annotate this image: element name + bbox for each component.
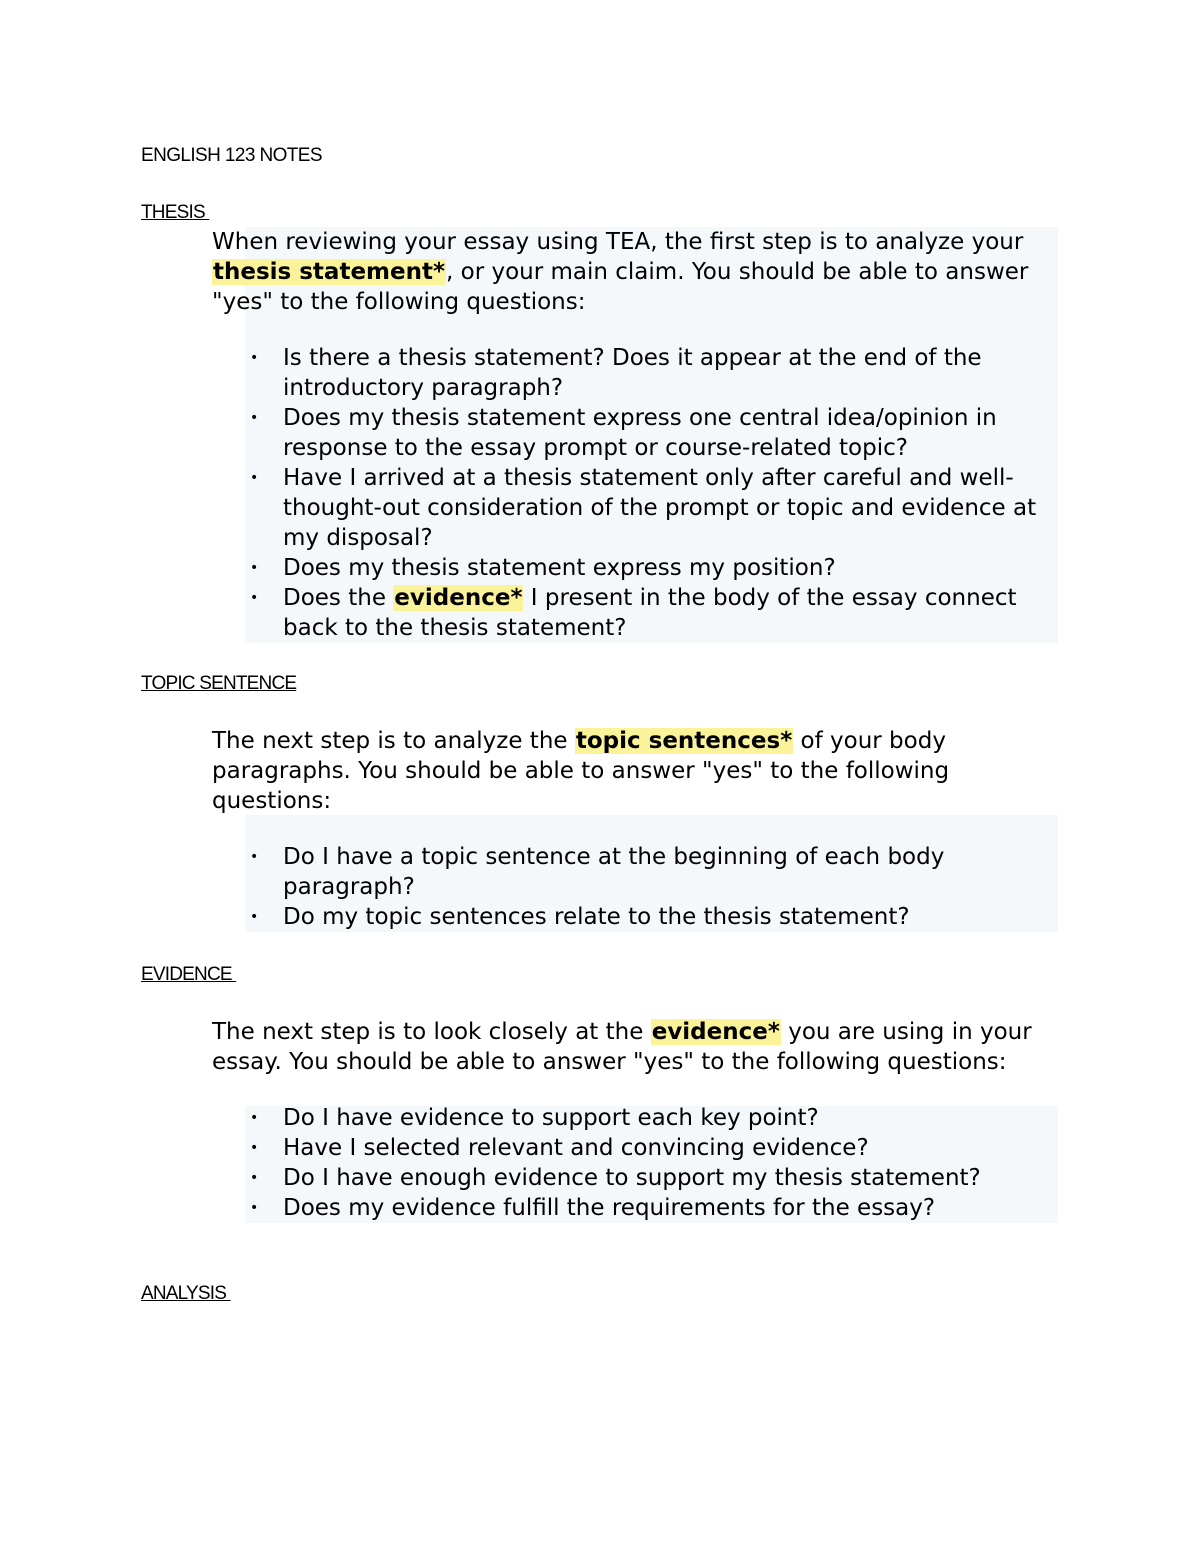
highlight-topic-sentences: topic sentences* (575, 728, 793, 754)
heading-topic-sentence: TOPIC SENTENCE (141, 673, 297, 694)
heading-evidence: EVIDENCE (141, 964, 237, 985)
list-item (212, 842, 1058, 902)
heading-analysis: ANALYSIS (141, 1283, 231, 1304)
bullet-icon: • (250, 1170, 259, 1186)
bullet-icon: • (250, 1140, 259, 1156)
question-text: Do my topic sentences relate to the thesis statement? (283, 904, 910, 930)
question-text: Have I selected relevant and convincing evidence? (283, 1135, 869, 1161)
question-text: Have I arrived at a thesis statement only after careful and well-thought-out consideration of the prompt or topic and evidence at my disposal? (283, 465, 1037, 551)
evidence-panel (212, 1017, 1058, 1223)
list-item (212, 1133, 1058, 1163)
question-text: Does my thesis statement express one central idea/opinion in response to the essay prompt or course-related topic? (283, 405, 997, 461)
highlight-evidence: evidence* (651, 1019, 780, 1045)
evidence-intro-text-end: you are using in your essay. You should be able to answer "yes" to the following questions: (212, 1019, 1032, 1075)
highlight-thesis-statement: thesis statement* (213, 259, 445, 285)
bullet-icon: • (250, 350, 259, 366)
list-item (212, 1103, 1058, 1133)
list-item (212, 403, 1058, 463)
list-item (212, 343, 1058, 403)
bullet-icon: • (250, 410, 259, 426)
thesis-intro-text-end: , or your main claim. You should be able to answer "yes" to the following questions: (212, 259, 1029, 315)
list-item (212, 1193, 1058, 1223)
bullet-icon: • (250, 560, 259, 576)
evidence-intro-text: The next step is to look closely at the (212, 1019, 651, 1045)
question-text: Do I have enough evidence to support my thesis statement? (283, 1165, 981, 1191)
topic-sentence-panel (212, 726, 1058, 932)
question-text: Do I have a topic sentence at the beginning of each body paragraph? (283, 844, 945, 900)
evidence-intro (212, 1017, 1058, 1077)
thesis-intro (212, 227, 1058, 317)
bullet-icon: • (250, 909, 259, 925)
question-text: Does my evidence fulfill the requirements for the essay? (283, 1195, 936, 1221)
topic-sentence-question-list (212, 842, 1058, 932)
highlight-evidence: evidence* (394, 585, 523, 611)
thesis-intro-text: When reviewing your essay using TEA, the first step is to analyze your (212, 229, 1024, 255)
bullet-icon: • (250, 849, 259, 865)
topic-sentence-intro-text: The next step is to analyze the (212, 728, 575, 754)
bullet-icon: • (250, 470, 259, 486)
bullet-icon: • (250, 590, 259, 606)
list-item (212, 583, 1058, 643)
evidence-question-list (212, 1103, 1058, 1223)
list-item (212, 902, 1058, 932)
question-text: Does the (283, 585, 394, 611)
thesis-panel (212, 227, 1058, 643)
bullet-icon: • (250, 1110, 259, 1126)
question-text: Do I have evidence to support each key point? (283, 1105, 819, 1131)
bullet-icon: • (250, 1200, 259, 1216)
heading-thesis: THESIS (141, 202, 210, 223)
document-title: ENGLISH 123 NOTES (141, 145, 322, 166)
list-item (212, 553, 1058, 583)
question-text-end: I present in the body of the essay connect back to the thesis statement? (283, 585, 1017, 641)
question-text: Is there a thesis statement? Does it appear at the end of the introductory paragraph? (283, 345, 982, 401)
thesis-question-list (212, 343, 1058, 643)
topic-sentence-intro (212, 726, 1058, 816)
question-text: Does my thesis statement express my position? (283, 555, 836, 581)
topic-sentence-intro-text-end: of your body paragraphs. You should be able to answer "yes" to the following questions: (212, 728, 950, 814)
list-item (212, 463, 1058, 553)
list-item (212, 1163, 1058, 1193)
